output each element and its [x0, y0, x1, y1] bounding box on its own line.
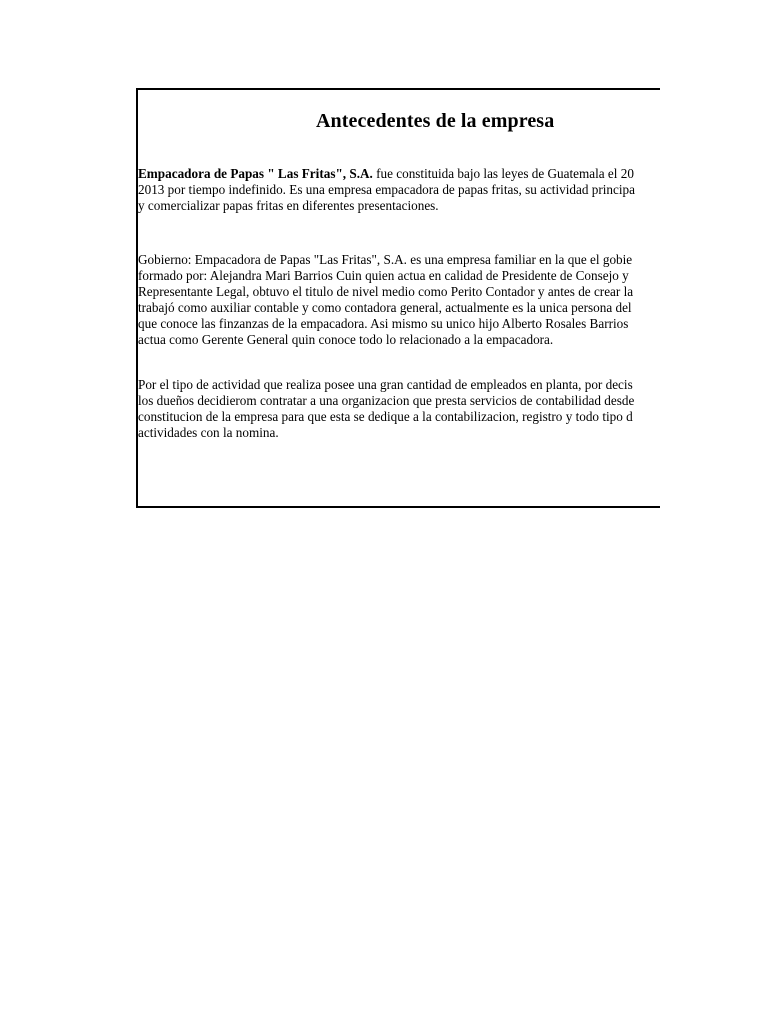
text-line: formado por: Alejandra Mari Barrios Cuin quien actua en calidad de Presidente de Consejo y	[138, 268, 629, 283]
text-line	[138, 166, 635, 182]
paragraph-operations	[138, 377, 634, 441]
text-line: actua como Gerente General quin conoce todo lo relacionado a la empacadora.	[138, 332, 554, 347]
text-line: constitucion de la empresa para que esta se dedique a la contabilizacion, registro y todo tipo d	[138, 409, 633, 424]
text-line: Gobierno: Empacadora de Papas "Las Fritas", S.A. es una empresa familiar en la que el gobie	[138, 252, 633, 267]
text-line: actividades con la nomina.	[138, 425, 279, 440]
text-line: 2013 por tiempo indefinido. Es una empresa empacadora de papas fritas, su actividad principa	[138, 182, 635, 197]
paragraph-governance	[138, 252, 633, 348]
company-name: Empacadora de Papas " Las Fritas", S.A.	[138, 166, 373, 181]
page-title: Antecedentes de la empresa	[316, 110, 555, 132]
text-line: y comercializar papas fritas en diferentes presentaciones.	[138, 198, 439, 213]
text-line: trabajó como auxiliar contable y como contadora general, actualmente es la unica persona del	[138, 300, 632, 315]
text-line: Representante Legal, obtuvo el titulo de nivel medio como Perito Contador y antes de crear la	[138, 284, 634, 299]
text-line: que conoce las finzanzas de la empacadora. Asi mismo su unico hijo Alberto Rosales Barrios	[138, 316, 629, 331]
text-segment: fue constituida bajo las leyes de Guatemala el 20	[372, 166, 634, 181]
text-line: Por el tipo de actividad que realiza posee una gran cantidad de empleados en planta, por decis	[138, 377, 633, 392]
text-line: los dueños decidierom contratar a una organizacion que presta servicios de contabilidad desde	[138, 393, 635, 408]
paragraph-company-intro	[138, 166, 635, 214]
